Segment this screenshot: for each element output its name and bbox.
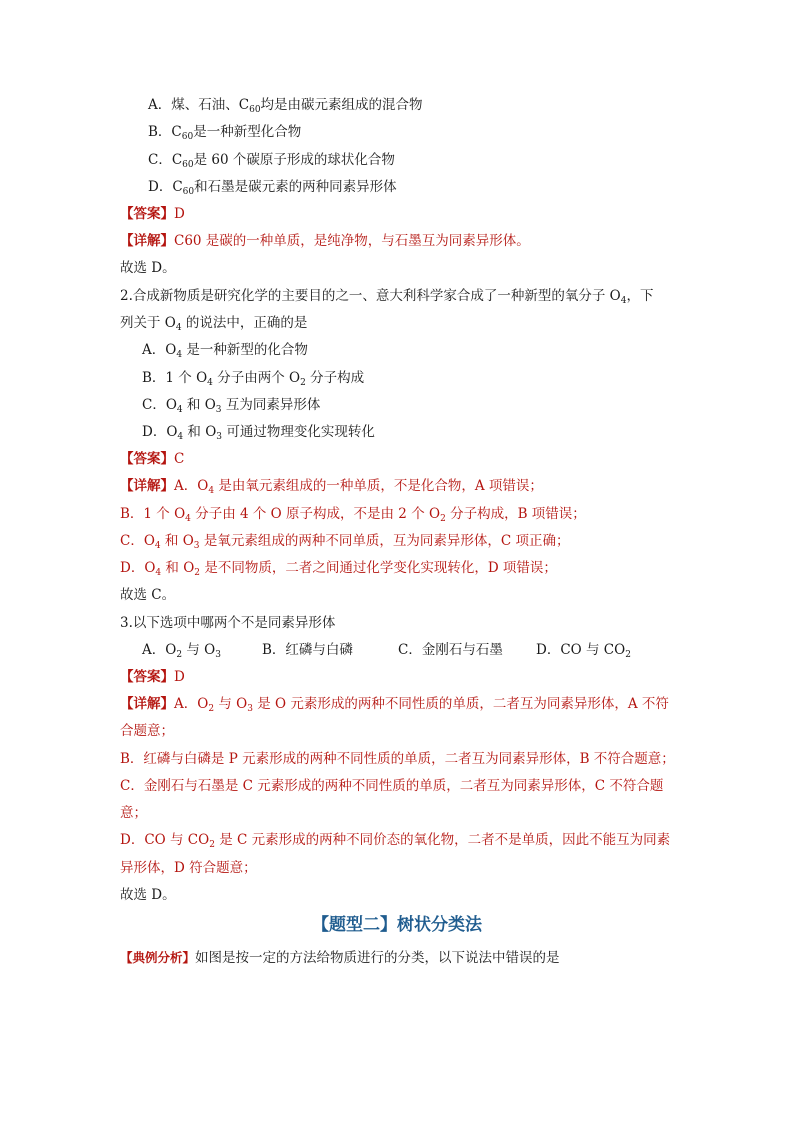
q2-stem-line-1: 2.合成新物质是研究化学的主要目的之一、意大利科学家合成了一种新型的氧分子 $O_4$，下 — [120, 288, 654, 306]
q1-option-c: C．$C_{60}$是 60 个碳原子形成的球状化合物 — [148, 152, 395, 170]
q2-option-a: A．$O_4$ 是一种新型的化合物 — [142, 342, 308, 360]
q1-option-a: A．煤、石油、$C_{60}$均是由碳元素组成的混合物 — [148, 97, 423, 115]
q3-option-b: B．红磷与白磷 — [262, 642, 353, 658]
q2-answer: 【答案】C — [120, 451, 185, 467]
example-analysis-tag: 【典例分析】 — [120, 950, 196, 965]
q2-explanation-d: D．$O_4$ 和 $O_2$ 是不同物质，二者之间通过化学变化实现转化，D 项错误； — [120, 560, 557, 578]
q3-answer: 【答案】D — [120, 669, 185, 685]
q3-explanation-b: B．红磷与白磷是 P 元素形成的两种不同性质的单质，二者互为同素异形体，B 不符合题意； — [120, 751, 675, 767]
q3-explanation-a: 【详解】A．$O_2$ 与 $O_3$ 是 O 元素形成的两种不同性质的单质，二者互为同素异形体，A 不符 — [120, 696, 669, 714]
q3-explanation-c: C．金刚石与石墨是 C 元素形成的两种不同性质的单质，二者互为同素异形体，C 不符合题 — [120, 778, 664, 794]
q3-explanation-c-cont: 意； — [120, 805, 147, 821]
q1-option-b: B．$C_{60}$是一种新型化合物 — [148, 124, 302, 142]
q1-conclusion: 故选 D。 — [120, 260, 176, 276]
q3-explanation-d-cont: 异形体，D 符合题意； — [120, 860, 257, 876]
q1-option-d: D．$C_{60}$和石墨是碳元素的两种同素异形体 — [148, 179, 397, 197]
section-heading: 【题型二】树状分类法 — [312, 915, 482, 935]
q2-option-b: B．1 个 $O_4$ 分子由两个 $O_2$ 分子构成 — [142, 370, 365, 388]
q1-explanation: 【详解】C60 是碳的一种单质，是纯净物，与石墨互为同素异形体。 — [120, 233, 530, 249]
q2-option-c: C．$O_4$ 和 $O_3$ 互为同素异形体 — [142, 397, 321, 415]
q3-option-a: A．$O_2$ 与 $O_3$ — [142, 642, 221, 660]
q2-explanation-a: 【详解】A．$O_4$ 是由氧元素组成的一种单质，不是化合物，A 项错误； — [120, 478, 543, 496]
q2-explanation-c: C．$O_4$ 和 $O_3$ 是氧元素组成的两种不同单质，互为同素异形体，C 项正确； — [120, 533, 570, 551]
q2-option-d: D．$O_4$ 和 $O_3$ 可通过物理变化实现转化 — [142, 424, 375, 442]
example-analysis: 【典例分析】如图是按一定的方法给物质进行的分类，以下说法中错误的是 — [120, 950, 560, 966]
q2-conclusion: 故选 C。 — [120, 587, 176, 603]
q2-explanation-b: B．1 个 $O_4$ 分子由 4 个 O 原子构成，不是由 2 个 $O_2$ 分子构成，B 项错误； — [120, 506, 586, 524]
q2-stem-line-2: 列关于 $O_4$ 的说法中，正确的是 — [120, 315, 308, 333]
q3-explanation-d: D．CO 与 $CO_2$ 是 C 元素形成的两种不同价态的氧化物，二者不是单质，因此不能互为同素 — [120, 832, 671, 850]
q1-answer: 【答案】D — [120, 206, 185, 222]
q3-explanation-a-cont: 合题意； — [120, 723, 174, 739]
q3-option-d: D．CO 与 $CO_2$ — [536, 642, 631, 660]
q3-option-c: C．金刚石与石墨 — [398, 642, 503, 658]
q3-stem: 3.以下选项中哪两个不是同素异形体 — [120, 615, 336, 631]
q3-conclusion: 故选 D。 — [120, 887, 176, 903]
